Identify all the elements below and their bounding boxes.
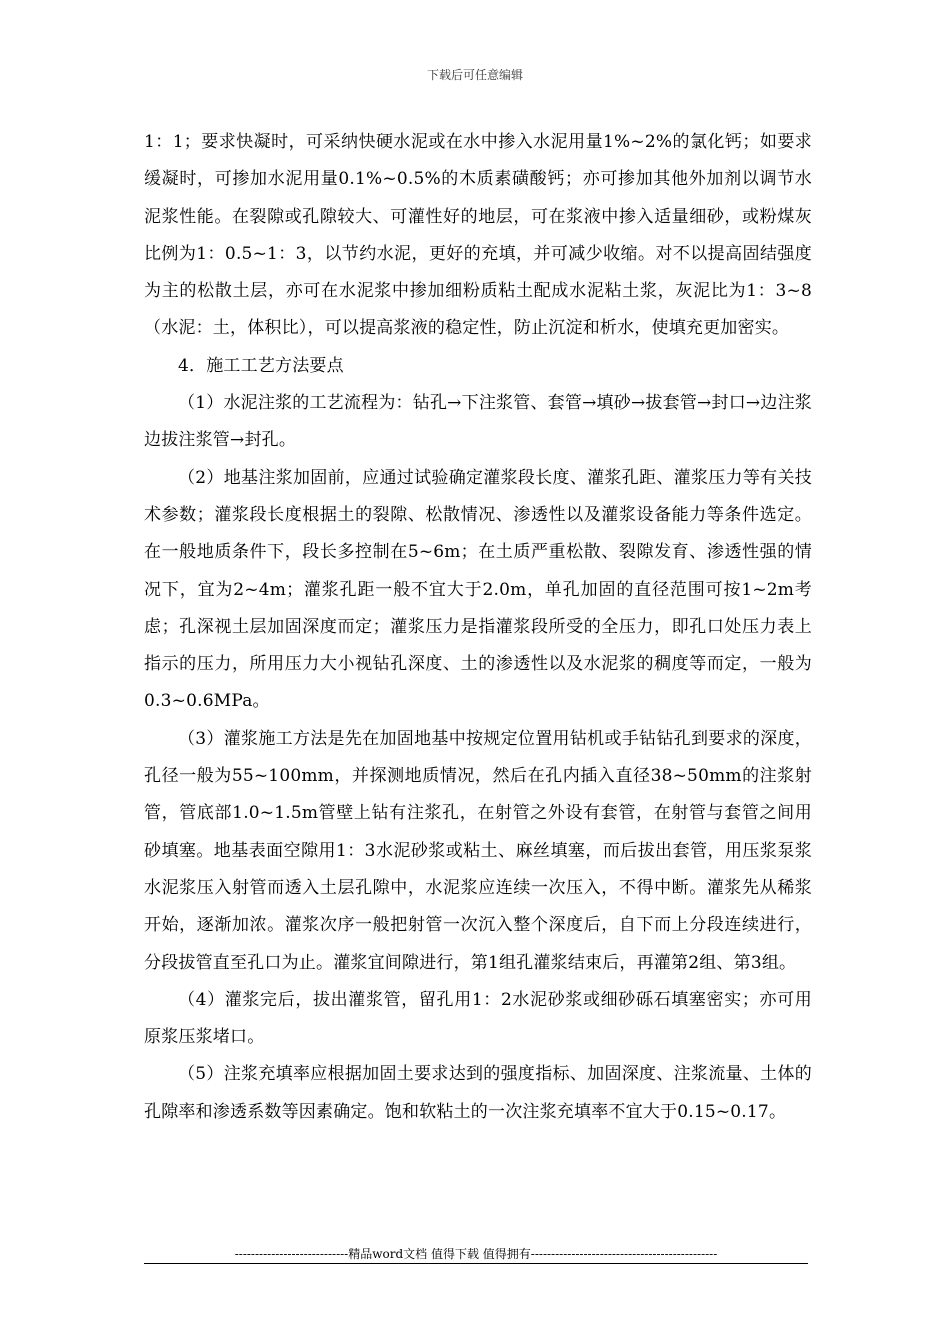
paragraph-construction-method: （3）灌浆施工方法是先在加固地基中按规定位置用钻机或手钻钻孔到要求的深度，孔径一般为55~100mm，并探测地质情况，然后在孔内插入直径38~50mm的注浆射管，管底部1.0~1.5m管壁上钻有注浆孔，在射管之外设有套管，在射管与套管之间用砂填塞。地基表面空隙用1：3水泥砂浆或粘土、麻丝填塞，而后拔出套管，用压浆泵浆水泥浆压入射管而透入土层孔隙中，水泥浆应连续一次压入，不得中断。灌浆先从稀浆开始，逐渐加浓。灌浆次序一般把射管一次沉入整个深度后，自下而上分段连续进行，分段拔管直至孔口为止。灌浆宜间隙进行，第1组孔灌浆结束后，再灌第2组、第3组。: [144, 728, 812, 973]
page-header: 下载后可任意编辑: [426, 68, 523, 82]
paragraph-sealing: （4）灌浆完后，拔出灌浆管，留孔用1：2水泥砂浆或细砂砾石填塞密实；亦可用原浆压浆堵口。: [144, 989, 812, 1048]
paragraph-process-flow: （1）水泥注浆的工艺流程为：钻孔→下注浆管、套管→填砂→拔套管→封口→边注浆边拔注浆管→封孔。: [144, 393, 812, 451]
footer-divider: [144, 1263, 808, 1264]
paragraph-parameters: （2）地基注浆加固前，应通过试验确定灌浆段长度、灌浆孔距、灌浆压力等有关技术参数；灌浆段长度根据土的裂隙、松散情况、渗透性以及灌浆设备能力等条件选定。在一般地质条件下，段长多控制在5~6m；在土质严重松散、裂隙发育、渗透性强的情况下，宜为2~4m；灌浆孔距一般不宜大于2.0m，单孔加固的直径范围可按1~2m考虑；孔深视土层加固深度而定；灌浆压力是指灌浆段所受的全压力，即孔口处压力表上指示的压力，所用压力大小视钻孔深度、土的渗透性以及水泥浆的稠度等而定，一般为0.3~0.6MPa。: [144, 467, 812, 712]
paragraph-continuation: 1：1；要求快凝时，可采纳快硬水泥或在水中掺入水泥用量1%~2%的氯化钙；如要求缓凝时，可掺加水泥用量0.1%~0.5%的木质素磺酸钙；亦可掺加其他外加剂以调节水泥浆性能。在裂隙或孔隙较大、可灌性好的地层，可在浆液中掺入适量细砂，或粉煤灰比例为1：0.5~1：3，以节约水泥，更好的充填，并可减少收缩。对不以提高固结强度为主的松散土层，亦可在水泥浆中掺加细粉质粘土配成水泥粘土浆，灰泥比为1：3~8（水泥：土，体积比），可以提高浆液的稳定性，防止沉淀和析水，使填充更加密实。: [144, 132, 812, 339]
document-body: [144, 124, 812, 1131]
section-heading: 4．施工工艺方法要点: [178, 355, 344, 376]
page-footer: ----------------------------精品word文档 值得下载 值得拥有----------------------------------------------: [234, 1247, 718, 1261]
paragraph-fill-rate: （5）注浆充填率应根据加固土要求达到的强度指标、加固深度、注浆流量、土体的孔隙率和渗透系数等因素确定。饱和软粘土的一次注浆充填率不宜大于0.15~0.17。: [144, 1064, 812, 1122]
